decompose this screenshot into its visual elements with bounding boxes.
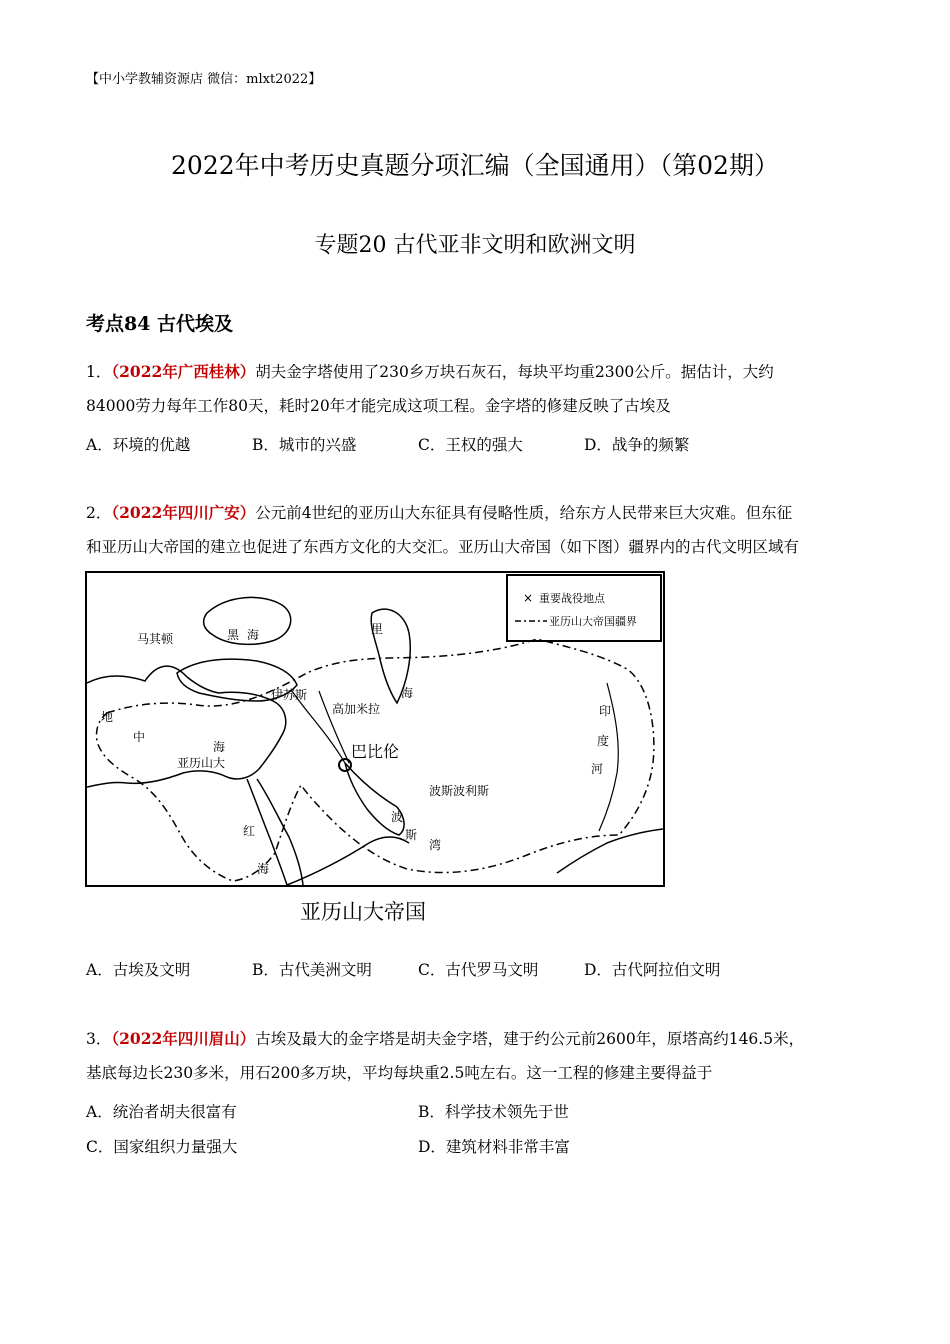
question-text: 公元前4世纪的亚历山大东征具有侵略性质，给东方人民带来巨大灾难。但东征 (255, 504, 793, 522)
q1-option-c: C．王权的强大 (418, 436, 523, 454)
question-1-line-2: 84000劳力每年工作80天，耗时20年才能完成这项工程。金字塔的修建反映了古埃及 (86, 397, 671, 415)
map-svg (87, 573, 663, 885)
legend-battle-label: 重要战役地点 (539, 592, 605, 605)
question-source: （2022年四川眉山） (111, 1029, 256, 1048)
label-gulf-2: 斯 (405, 828, 418, 842)
question-number: 2． (86, 504, 112, 522)
question-3-line-1 (86, 1022, 866, 1056)
question-2-line-1 (86, 496, 866, 530)
label-gulf-1: 波 (391, 810, 404, 824)
label-caspian-1: 里 (371, 622, 384, 636)
label-macedon: 马其顿 (137, 632, 174, 646)
label-med-2: 中 (133, 730, 146, 744)
question-source: （2022年广西桂林） (111, 362, 256, 381)
legend-marker: × (523, 591, 534, 605)
legend-border-label: 亚历山大帝国疆界 (549, 615, 637, 628)
q3-option-a: A．统治者胡夫很富有 (86, 1103, 237, 1121)
question-source: （2022年四川广安） (111, 503, 256, 522)
question-number: 3． (86, 1030, 112, 1048)
label-red-sea-2: 海 (257, 862, 270, 876)
q1-option-a: A．环境的优越 (86, 436, 191, 454)
question-1 (86, 355, 866, 423)
label-med-1: 地 (101, 710, 114, 724)
question-3-line-2: 基底每边长230多米，用石200多万块，平均每块重2.5吨左右。这一工程的修建主要得益于 (86, 1064, 713, 1082)
q1-option-d: D．战争的频繁 (584, 436, 690, 454)
q2-option-c: C．古代罗马文明 (418, 961, 539, 979)
label-red-sea-1: 红 (243, 824, 256, 838)
question-number: 1． (86, 363, 112, 381)
persian-gulf-outline (345, 763, 404, 835)
label-issus: 伊苏斯 (271, 688, 308, 702)
label-alexandria: 亚历山大 (177, 756, 226, 770)
label-gaugamela: 高加米拉 (332, 702, 381, 716)
label-indus-1: 印 (599, 704, 612, 718)
question-2-line-2: 和亚历山大帝国的建立也促进了东西方文化的大交汇。亚历山大帝国（如下图）疆界内的古代文明区域有 (86, 538, 800, 556)
question-text: 胡夫金字塔使用了230乡万块石灰石，每块平均重2300公斤。据估计，大约 (255, 363, 774, 381)
page-title: 2022年中考历史真题分项汇编（全国通用）（第02期） (171, 151, 779, 180)
section-heading: 考点84 古代埃及 (86, 313, 234, 335)
alexander-empire-map (85, 571, 665, 887)
label-caspian-2: 海 (401, 686, 414, 700)
page-subtitle: 专题20 古代亚非文明和欧洲文明 (314, 233, 636, 258)
q3-option-d: D．建筑材料非常丰富 (418, 1138, 570, 1156)
map-caption: 亚历山大帝国 (300, 900, 426, 924)
label-med-3: 海 (213, 740, 226, 754)
question-text: 古埃及最大的金字塔是胡夫金字塔，建于约公元前2600年，原塔高约146.5米， (255, 1030, 805, 1048)
question-2 (86, 496, 866, 564)
label-babylon: 巴比伦 (351, 742, 400, 761)
q3-option-c: C．国家组织力量强大 (86, 1138, 238, 1156)
label-black-sea-1: 黑 (227, 628, 240, 642)
label-indus-2: 度 (597, 734, 610, 748)
arabian-coast (287, 837, 409, 885)
label-persepolis: 波斯波利斯 (429, 784, 490, 798)
label-gulf-3: 湾 (429, 838, 442, 852)
q2-option-b: B．古代美洲文明 (252, 961, 372, 979)
question-1-line-1 (86, 355, 866, 389)
q1-option-b: B．城市的兴盛 (252, 436, 357, 454)
q2-option-d: D．古代阿拉伯文明 (584, 961, 721, 979)
question-3 (86, 1022, 866, 1090)
map-legend-box (507, 575, 661, 641)
label-indus-3: 河 (591, 762, 604, 776)
label-black-sea-2: 海 (247, 628, 260, 642)
header-note: 【中小学教辅资源店 微信：mlxt2022】 (86, 72, 322, 87)
q2-option-a: A．古埃及文明 (86, 961, 191, 979)
q3-option-b: B．科学技术领先于世 (418, 1103, 569, 1121)
